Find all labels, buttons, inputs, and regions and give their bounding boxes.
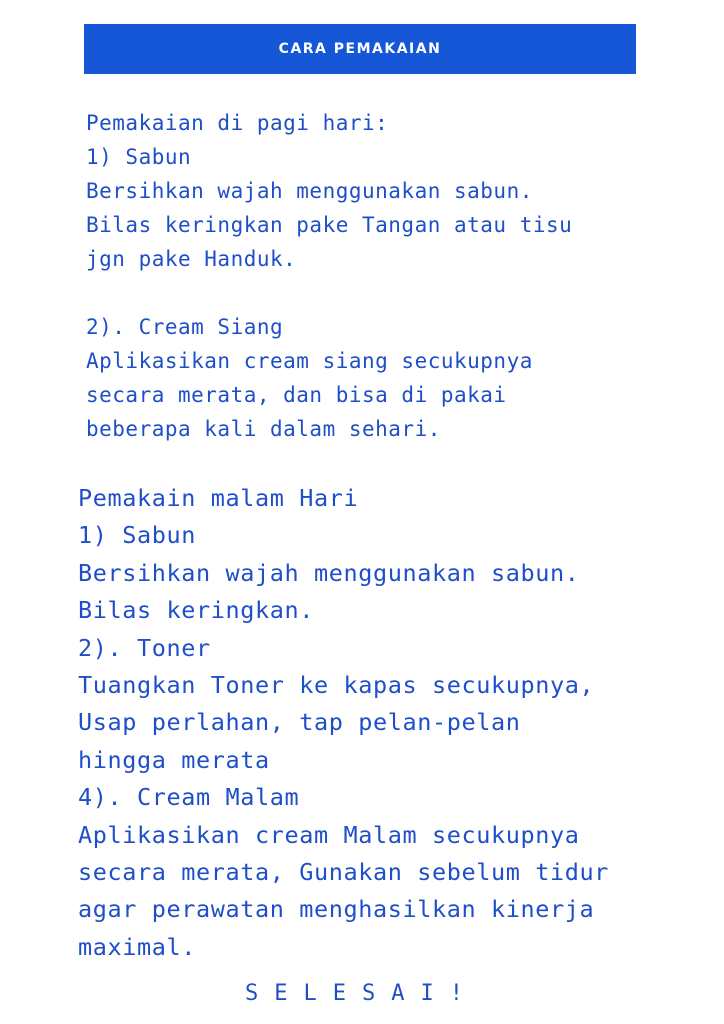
night-step-text: hingga merata bbox=[78, 745, 270, 774]
morning-step-soap: 1) Sabun bbox=[86, 145, 192, 169]
night-instructions bbox=[78, 480, 609, 966]
morning-step-text: jgn pake Handuk. bbox=[86, 247, 297, 271]
night-step-text: Tuangkan Toner ke kapas secukupnya, bbox=[78, 671, 595, 700]
night-step-text: secara merata, Gunakan sebelum tidur bbox=[78, 858, 609, 887]
morning-step-text: secara merata, dan bisa di pakai bbox=[86, 383, 507, 407]
header-bar bbox=[84, 24, 636, 74]
night-step-text: maximal. bbox=[78, 932, 196, 961]
morning-step-text: Aplikasikan cream siang secukupnya bbox=[86, 349, 533, 373]
night-step-text: Aplikasikan cream Malam secukupnya bbox=[78, 820, 580, 849]
footer-text: SELESAI! bbox=[245, 981, 479, 1006]
morning-step-text: Bersihkan wajah menggunakan sabun. bbox=[86, 179, 533, 203]
night-step-text: Bilas keringkan. bbox=[78, 596, 314, 625]
night-step-text: Usap perlahan, tap pelan-pelan bbox=[78, 708, 521, 737]
night-step-soap: 1) Sabun bbox=[78, 521, 196, 550]
paragraph-gap bbox=[86, 276, 572, 310]
morning-heading: Pemakaian di pagi hari: bbox=[86, 111, 389, 135]
night-heading: Pemakain malam Hari bbox=[78, 484, 359, 512]
night-step-night-cream: 4). Cream Malam bbox=[78, 783, 300, 812]
morning-instructions bbox=[86, 106, 572, 446]
morning-step-text: Bilas keringkan pake Tangan atau tisu bbox=[86, 213, 573, 237]
page-title: CARA PEMAKAIAN bbox=[278, 41, 442, 57]
morning-step-day-cream: 2). Cream Siang bbox=[86, 315, 284, 339]
morning-step-text: beberapa kali dalam sehari. bbox=[86, 417, 441, 441]
night-step-text: agar perawatan menghasilkan kinerja bbox=[78, 895, 595, 924]
night-step-toner: 2). Toner bbox=[78, 633, 211, 662]
night-step-text: Bersihkan wajah menggunakan sabun. bbox=[78, 558, 580, 587]
